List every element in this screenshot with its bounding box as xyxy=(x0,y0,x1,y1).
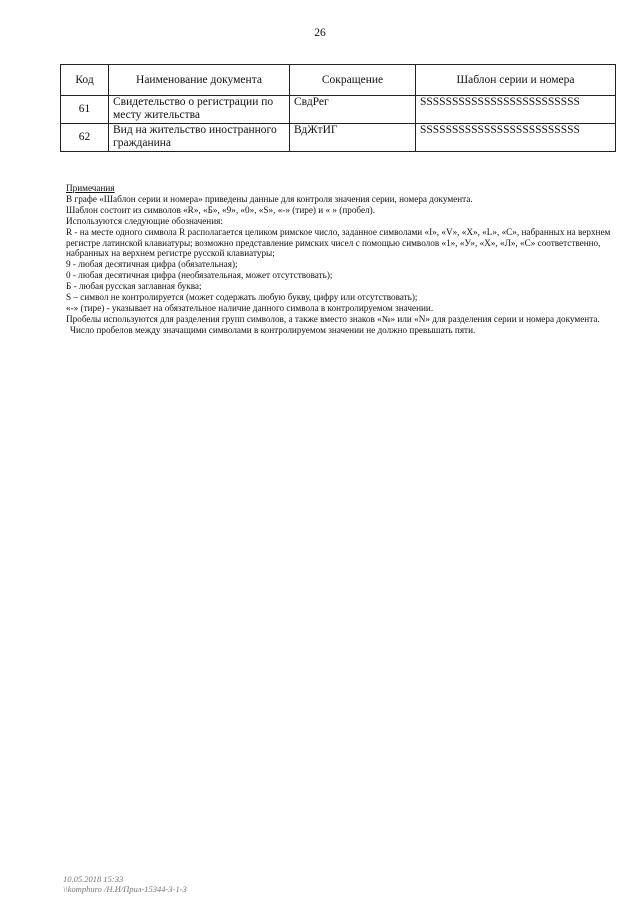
row-abbreviation: ВдЖтИГ xyxy=(290,124,416,152)
header-abbreviation: Сокращение xyxy=(290,65,416,96)
note-line: В графе «Шаблон серии и номера» приведены данные для контроля значения серии, номера документа. xyxy=(66,193,473,204)
header-template: Шаблон серии и номера xyxy=(416,65,616,96)
row-document-name: Свидетельство о регистрации по месту жительства xyxy=(109,96,290,124)
row-abbreviation: СвдРег xyxy=(290,96,416,124)
note-line: 0 - любая десятичная цифра (необязательная, может отсутствовать); xyxy=(66,270,333,281)
table-header-row xyxy=(61,65,616,96)
note-line: Используются следующие обозначения: xyxy=(66,215,223,226)
header-document-name: Наименование документа xyxy=(109,65,290,96)
note-line: «-» (тире) - указывает на обязательное наличие данного символа в контролируемом значении. xyxy=(66,302,434,313)
note-line: S – символ не контролируется (может содержать любую букву, цифру или отсутствовать); xyxy=(66,292,418,303)
row-template: SSSSSSSSSSSSSSSSSSSSSSSSS xyxy=(416,124,616,152)
note-line: Пробелы используются для разделения групп символов, а также вместо знаков «№» или «N» для разделения серии и номера документа. xyxy=(66,313,600,324)
note-line: 9 - любая десятичная цифра (обязательная); xyxy=(66,259,238,270)
note-line: Число пробелов между значащими символами в контролируемом значении не должно превышать пяти. xyxy=(70,324,476,335)
header-code: Код xyxy=(61,65,109,96)
note-line: Шаблон состоит из символов «R», «Б», «9», «0», «S», «-» (тире) и « » (пробел). xyxy=(66,204,375,215)
row-code: 62 xyxy=(61,124,109,152)
print-footer xyxy=(63,874,187,894)
notes-title: Примечания xyxy=(66,183,115,193)
table-row xyxy=(61,96,616,124)
footer-timestamp: 10.05.2018 15:33 xyxy=(63,874,124,884)
row-template: SSSSSSSSSSSSSSSSSSSSSSSSS xyxy=(416,96,616,124)
page-number: 26 xyxy=(314,27,326,39)
footer-file-path: \\komphuro /Н.И/Прил-15344-3-1-3 xyxy=(63,884,187,894)
note-line: Б - любая русская заглавная буква; xyxy=(66,281,202,292)
notes-section xyxy=(66,183,618,336)
note-line: R - на месте одного символа R располагается целиком римское число, заданное символами «I», «V», «X», «L», «C», набранных на верхнем регистре латинской клавиатуры; возможно представление римских чисел с помощью символов «1», «У», «Х», «Л», «С» соответственно, набранных на верхнем регистре русской клавиатуры; xyxy=(66,226,611,259)
row-document-name: Вид на жительство иностранного гражданина xyxy=(109,124,290,152)
document-codes-table xyxy=(60,64,616,152)
row-code: 61 xyxy=(61,96,109,124)
table-row xyxy=(61,124,616,152)
